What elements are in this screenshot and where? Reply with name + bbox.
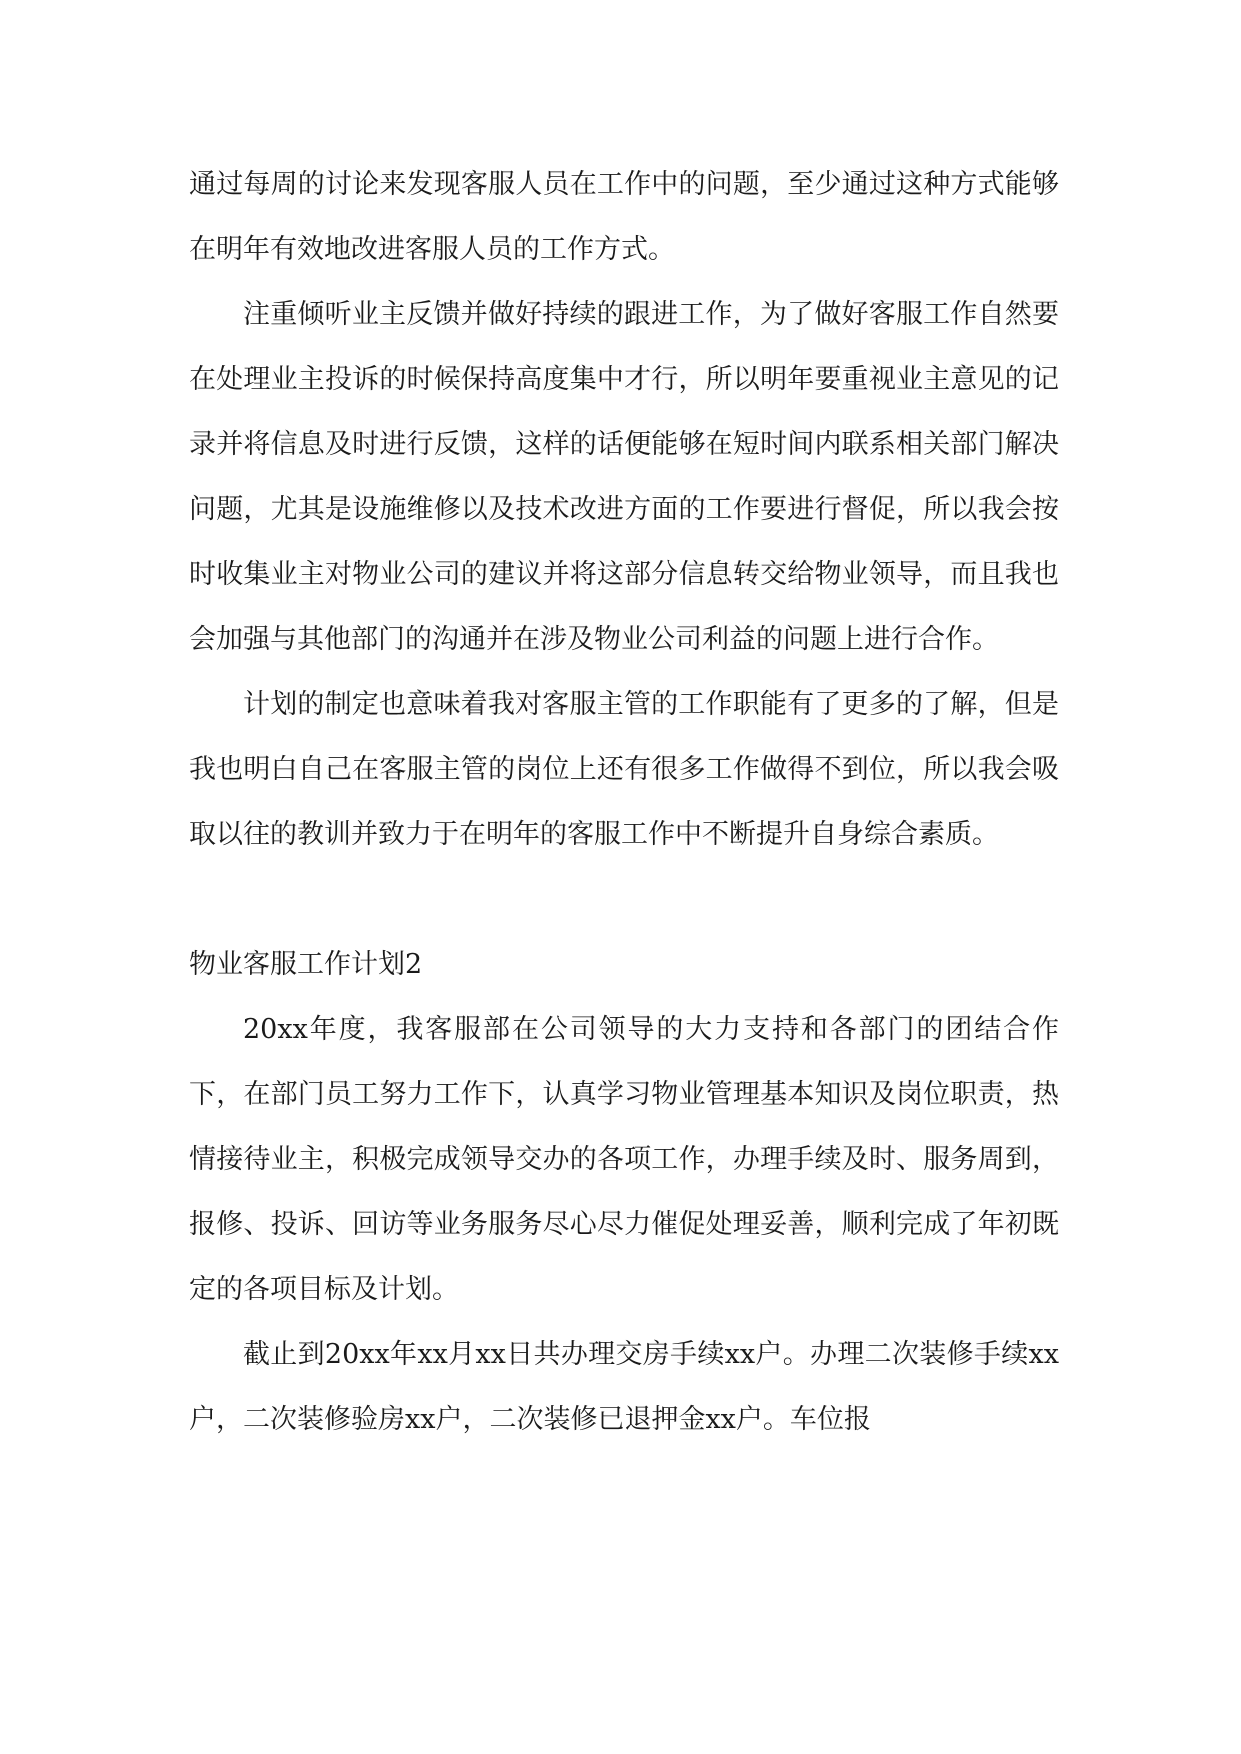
paragraph-continuation: 通过每周的讨论来发现客服人员在工作中的问题，至少通过这种方式能够在明年有效地改进客服人员的工作方式。 xyxy=(189,169,1059,265)
section-heading: 物业客服工作计划2 xyxy=(189,949,423,980)
paragraph-plan-conclusion: 计划的制定也意味着我对客服主管的工作职能有了更多的了解，但是我也明白自己在客服主管的岗位上还有很多工作做得不到位，所以我会吸取以往的教训并致力于在明年的客服工作中不断提升自身综合素质。 xyxy=(189,689,1059,850)
document-body xyxy=(189,152,1059,1452)
paragraph-statistics: 截止到20xx年xx月xx日共办理交房手续xx户。办理二次装修手续xx户，二次装修验房xx户，二次装修已退押金xx户。车位报 xyxy=(189,1339,1059,1435)
paragraph-annual-summary: 20xx年度，我客服部在公司领导的大力支持和各部门的团结合作下，在部门员工努力工作下，认真学习物业管理基本知识及岗位职责，热情接待业主，积极完成领导交办的各项工作，办理手续及时、服务周到，报修、投诉、回访等业务服务尽心尽力催促处理妥善，顺利完成了年初既定的各项目标及计划。 xyxy=(189,1014,1059,1305)
paragraph-feedback-followup: 注重倾听业主反馈并做好持续的跟进工作，为了做好客服工作自然要在处理业主投诉的时候保持高度集中才行，所以明年要重视业主意见的记录并将信息及时进行反馈，这样的话便能够在短时间内联系相关部门解决问题，尤其是设施维修以及技术改进方面的工作要进行督促，所以我会按时收集业主对物业公司的建议并将这部分信息转交给物业领导，而且我也会加强与其他部门的沟通并在涉及物业公司利益的问题上进行合作。 xyxy=(189,299,1059,655)
